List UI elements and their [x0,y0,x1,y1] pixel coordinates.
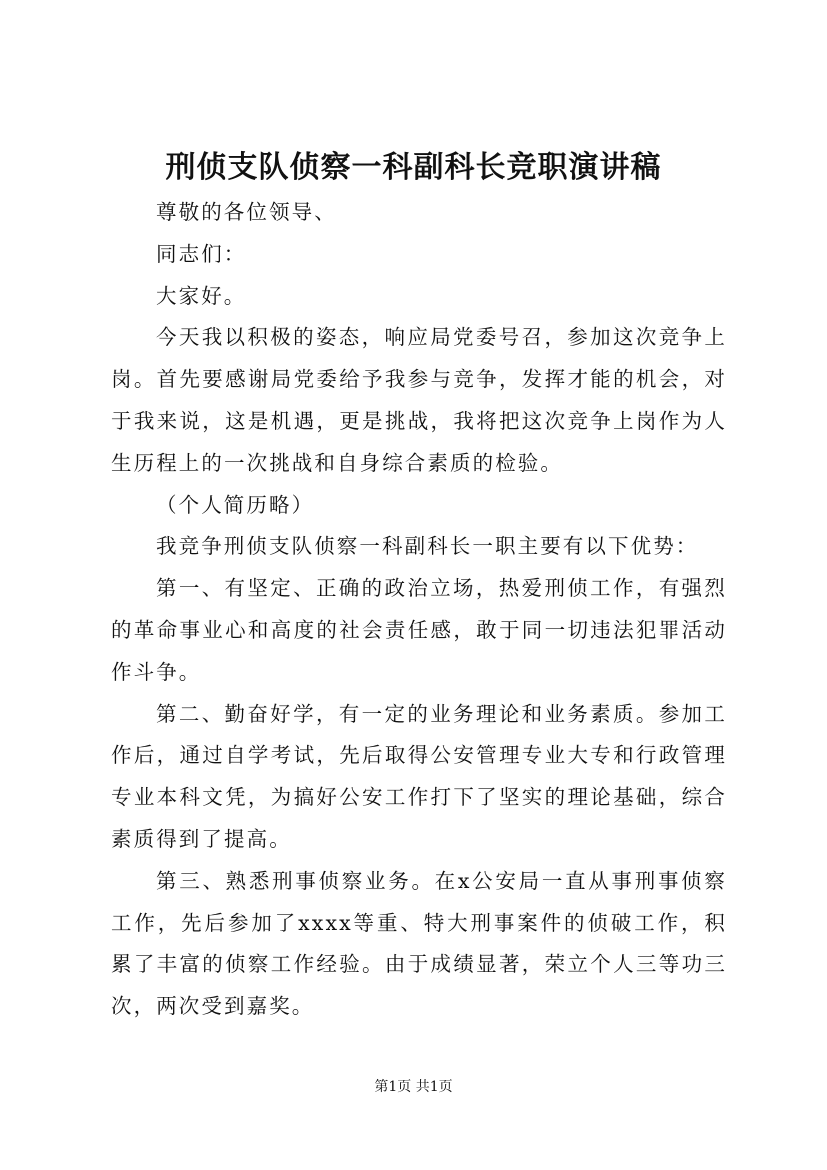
advantage-2: 第二、勤奋好学，有一定的业务理论和业务素质。参加工作后，通过自学考试，先后取得公安管理专业大专和行政管理专业本科文凭，为搞好公安工作打下了坚实的理论基础，综合素质得到了提高。 [111,701,727,851]
advantages-intro: 我竞争刑侦支队侦察一科副科长一职主要有以下优势： [156,534,699,559]
advantage-1: 第一、有坚定、正确的政治立场，热爱刑侦工作，有强烈的革命事业心和高度的社会责任感，敢于同一切违法犯罪活动作斗争。 [111,576,727,684]
document-title: 刑侦支队侦察一科副科长竞职演讲稿 [165,150,662,185]
resume-note: （个人简历略） [156,492,315,517]
greeting: 大家好。 [156,283,247,308]
salutation-line-1: 尊敬的各位领导、 [156,200,337,224]
salutation-line-2: 同志们： [156,241,247,266]
page-footer: 第1页 共1页 [374,1079,453,1095]
document-body [111,192,727,1028]
intro-paragraph: 今天我以积极的姿态，响应局党委号召，参加这次竞争上岗。首先要感谢局党委给予我参与竞争，发挥才能的机会，对于我来说，这是机遇，更是挑战，我将把这次竞争上岗作为人生历程上的一次挑战和自身综合素质的检验。 [111,325,727,475]
advantage-3: 第三、熟悉刑事侦察业务。在x公安局一直从事刑事侦察工作，先后参加了xxxx等重、特大刑事案件的侦破工作，积累了丰富的侦察工作经验。由于成绩显著，荣立个人三等功三次，两次受到嘉奖。 [111,868,727,1019]
